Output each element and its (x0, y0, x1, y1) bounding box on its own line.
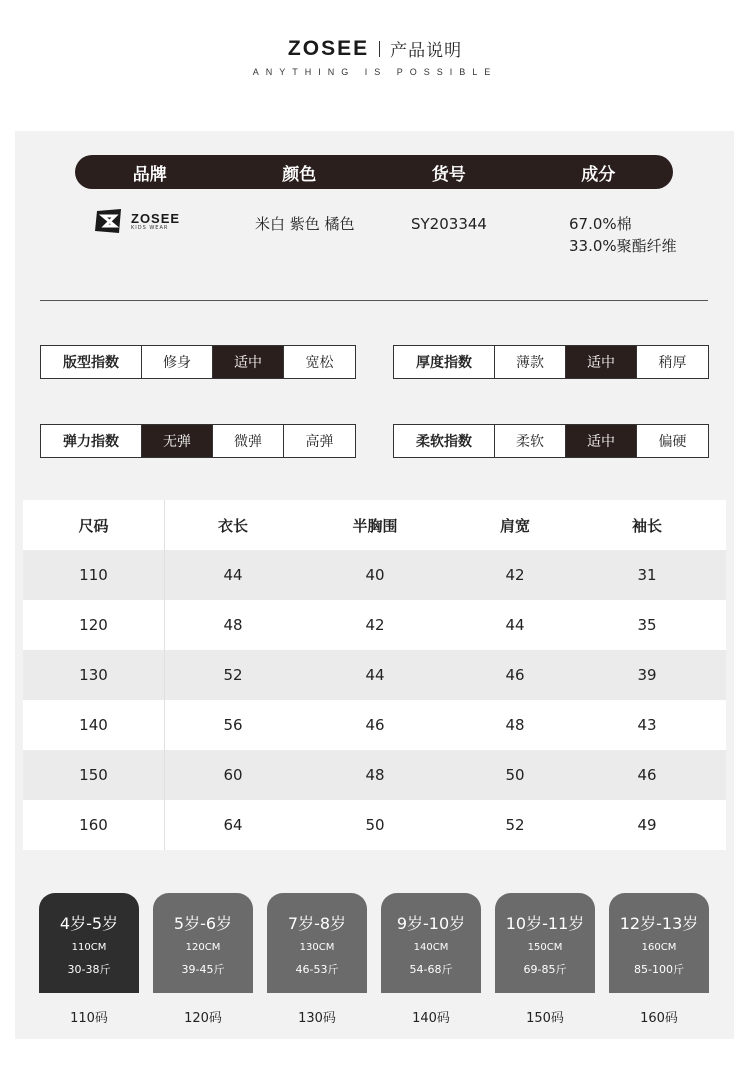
info-col-sku: 货号 (431, 164, 466, 185)
age-range: 9岁-10岁 (396, 914, 466, 933)
age-range: 10岁-11岁 (505, 914, 585, 933)
size-table (23, 500, 726, 850)
table-cell: 44 (223, 566, 243, 584)
brand-mark-icon (93, 205, 125, 237)
index-option: 薄款 (495, 346, 566, 378)
index-option: 稍厚 (658, 355, 687, 371)
age-range: 7岁-8岁 (287, 914, 347, 933)
table-cell: 50 (365, 816, 385, 834)
info-col-composition: 成分 (581, 164, 616, 185)
header-tagline: ANYTHING IS POSSIBLE (252, 67, 498, 77)
index-option: 高弹 (305, 434, 334, 450)
product-panel (15, 131, 734, 1039)
info-col-color: 颜色 (282, 164, 317, 185)
age-card (495, 893, 595, 993)
table-row (23, 800, 726, 850)
table-cell: 150 (23, 750, 165, 800)
table-cell: 46 (505, 666, 525, 684)
table-cell: 110 (23, 550, 165, 600)
index-option: 无弹 (142, 425, 213, 457)
size-code: 110码 (70, 1011, 108, 1026)
table-cell: 40 (365, 566, 385, 584)
table-cell: 50 (505, 766, 525, 784)
table-cell: 44 (505, 616, 525, 634)
table-cell: 52 (223, 666, 243, 684)
page-header (0, 36, 750, 77)
info-col-brand: 品牌 (132, 164, 167, 185)
sku-value: SY203344 (411, 215, 487, 233)
table-row (23, 750, 726, 800)
height-cm: 120CM (185, 942, 221, 953)
composition-line-2: 33.0%聚酯纤维 (569, 237, 677, 255)
weight-range: 46-53斤 (295, 963, 339, 976)
composition-value (569, 213, 677, 257)
height-cm: 140CM (413, 942, 449, 953)
index-option: 修身 (142, 346, 213, 378)
table-cell: 64 (223, 816, 243, 834)
table-cell: 39 (637, 666, 657, 684)
brand-logo-sub: KIDS WEAR (131, 224, 169, 231)
table-cell: 42 (365, 616, 385, 634)
age-card (39, 893, 139, 993)
age-card (267, 893, 367, 993)
size-code: 140码 (412, 1011, 450, 1026)
height-cm: 150CM (527, 942, 563, 953)
header-logo: ZOSEE (287, 36, 370, 60)
index-option: 偏硬 (658, 434, 687, 450)
weight-range: 39-45斤 (181, 963, 225, 976)
brand-logo (93, 205, 180, 237)
index-option: 适中 (566, 425, 637, 457)
composition-line-1: 67.0%棉 (569, 215, 632, 233)
table-cell: 49 (637, 816, 657, 834)
index-option: 宽松 (305, 355, 334, 371)
table-cell: 尺码 (23, 500, 165, 550)
info-header-bar (75, 155, 673, 189)
age-card (153, 893, 253, 993)
thickness-index (393, 345, 709, 379)
index-option: 柔软 (495, 425, 566, 457)
table-cell: 130 (23, 650, 165, 700)
table-cell: 46 (637, 766, 657, 784)
table-cell: 48 (365, 766, 385, 784)
index-option: 微弹 (213, 425, 284, 457)
age-range: 12岁-13岁 (619, 914, 699, 933)
height-cm: 130CM (299, 942, 335, 953)
index-label: 弹力指数 (41, 425, 142, 457)
index-label: 厚度指数 (394, 346, 495, 378)
table-cell: 46 (365, 716, 385, 734)
size-code: 150码 (526, 1011, 564, 1026)
table-cell: 44 (365, 666, 385, 684)
table-row (23, 650, 726, 700)
table-header-row (23, 500, 726, 550)
table-cell: 半胸围 (352, 516, 398, 535)
table-cell: 120 (23, 600, 165, 650)
weight-range: 69-85斤 (523, 963, 567, 976)
softness-index (393, 424, 709, 458)
age-range: 4岁-5岁 (59, 914, 119, 933)
weight-range: 30-38斤 (67, 963, 111, 976)
index-label: 柔软指数 (394, 425, 495, 457)
brand-logo-text: ZOSEE (131, 210, 181, 226)
table-cell: 52 (505, 816, 525, 834)
table-cell: 袖长 (631, 516, 662, 535)
size-code: 130码 (298, 1011, 336, 1026)
elasticity-index (40, 424, 356, 458)
table-cell: 140 (23, 700, 165, 750)
age-card (609, 893, 709, 993)
table-cell: 48 (223, 616, 243, 634)
section-divider (40, 300, 708, 301)
table-cell: 35 (637, 616, 657, 634)
index-option: 适中 (213, 346, 284, 378)
table-row (23, 600, 726, 650)
table-cell: 160 (23, 800, 165, 850)
height-cm: 160CM (641, 942, 677, 953)
info-values-row (75, 205, 715, 275)
size-code: 160码 (640, 1011, 678, 1026)
weight-range: 85-100斤 (634, 963, 684, 976)
table-row (23, 700, 726, 750)
age-range: 5岁-6岁 (173, 914, 233, 933)
color-value: 米白 紫色 橘色 (255, 215, 355, 233)
table-row (23, 550, 726, 600)
table-cell: 衣长 (217, 516, 248, 535)
age-card (381, 893, 481, 993)
height-cm: 110CM (71, 942, 107, 953)
weight-range: 54-68斤 (409, 963, 453, 976)
table-cell: 42 (505, 566, 525, 584)
table-cell: 60 (223, 766, 243, 784)
table-cell: 48 (505, 716, 525, 734)
index-option: 适中 (566, 346, 637, 378)
index-label: 版型指数 (41, 346, 142, 378)
fit-index (40, 345, 356, 379)
table-cell: 43 (637, 716, 657, 734)
table-cell: 肩宽 (499, 516, 530, 535)
header-title: 产品说明 (390, 41, 463, 61)
header-separator (379, 41, 380, 57)
table-cell: 56 (223, 716, 243, 734)
table-cell: 31 (637, 566, 657, 584)
size-code: 120码 (184, 1011, 222, 1026)
